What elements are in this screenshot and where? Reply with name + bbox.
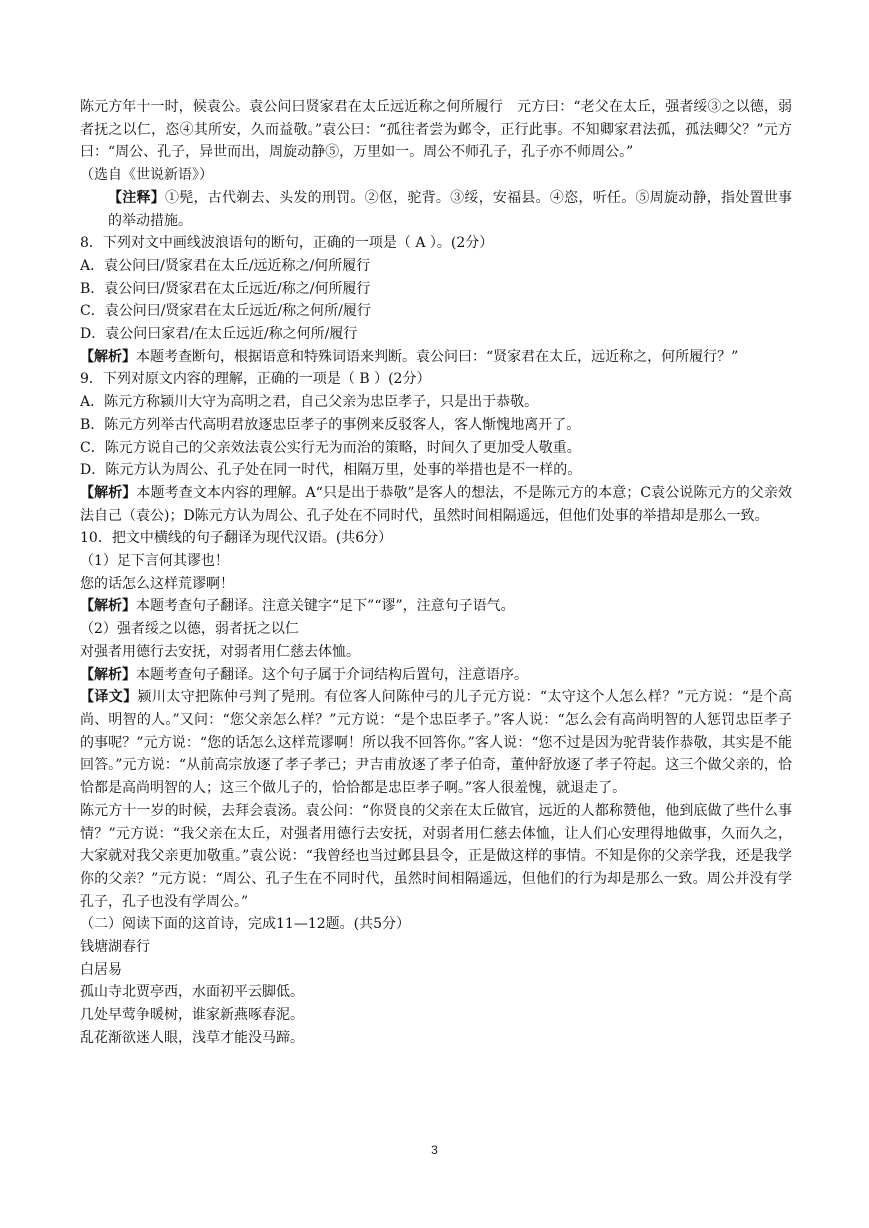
question-8-stem: 8．下列对文中画线波浪语句的断句，正确的一项是（ A ）。(2分） <box>80 235 494 252</box>
analysis-text: 本题考查断句，根据语意和特殊词语来判断。袁公问曰：“贤家君在太丘，远近称之，何所履行？” <box>136 348 739 365</box>
question-8-option-a: A．袁公问曰/贤家君在太丘/远近称之/何所履行 <box>80 257 371 274</box>
poem-line-1: 孤山寺北贾亭西，水面初平云脚低。 <box>80 984 304 1001</box>
question-8-option-b: B．袁公问曰/贤家君在太丘远近/称之/何所履行 <box>80 280 371 297</box>
analysis-label: 【解析】 <box>80 348 136 365</box>
poem-title: 钱塘湖春行 <box>80 939 150 956</box>
classical-passage: 陈元方年十一时，候袁公。袁公问曰贤家君在太丘远近称之何所履行 元方曰：“老父在太丘，强者绥③之以德，弱者抚之以仁，恣④其所安，久而益敬。”袁公曰：“孤往者尝为邺令，正行此事。不知卿家君法孤，孤法卿父？”元方曰：“周公、孔子，异世而出，周旋动静⑤，万里如一。周公不师孔子，孔子亦不师周公。” <box>80 99 792 161</box>
question-10-item-1-prompt: （1）足下言何其谬也！ <box>80 553 229 570</box>
translation-paragraph-2: 陈元方十一岁的时候，去拜会袁汤。袁公问：“你贤良的父亲在太丘做官，远近的人都称赞他，他到底做了些什么事情？”元方说：“我父亲在太丘，对强者用德行去安抚，对弱者用仁慈去体恤，让人们心安理得地做事，久而久之，大家就对我父亲更加敬重。”袁公说：“我曾经也当过邺县县令，正是做这样的事情。不知是你的父亲学我，还是我学你的父亲？”元方说：“周公、孔子生在不同时代，虽然时间相隔遥远，但他们的行为却是那么一致。周公并没有学孔子，孔子也没有学周公。” <box>80 802 792 910</box>
poem-line-3: 乱花渐欲迷人眼，浅草才能没马蹄。 <box>80 1029 304 1046</box>
poem-line-2: 几处早莺争暖树，谁家新燕啄春泥。 <box>80 1007 304 1024</box>
note-label: 【注释】 <box>108 189 166 206</box>
question-10-stem: 10．把文中横线的句子翻译为现代汉语。(共6分） <box>80 530 393 547</box>
analysis-label: 【解析】 <box>80 666 136 683</box>
question-10-item-2-answer: 对强者用德行去安抚，对弱者用仁慈去体恤。 <box>80 643 360 660</box>
question-9-option-c: C．陈元方说自己的父亲效法袁公实行无为而治的策略，时间久了更加受人敬重。 <box>80 439 581 456</box>
question-9-option-d: D．陈元方认为周公、孔子处在同一时代，相隔万里，处事的举措也是不一样的。 <box>80 462 582 479</box>
passage-source: （选自《世说新语》） <box>80 167 213 184</box>
question-9-analysis <box>80 482 792 527</box>
translation-label: 【译文】 <box>80 689 138 706</box>
analysis-label: 【解析】 <box>80 484 137 501</box>
page-content <box>80 96 792 1050</box>
translation-text-1: 颍川太守把陈仲弓判了髡刑。有位客人问陈仲弓的儿子元方说：“太守这个人怎么样？”元方说：“是个高尚、明智的人。”又问：“您父亲怎么样？”元方说：“是个忠臣孝子。”客人说：“怎么会有高尚明智的人惩罚忠臣孝子的事呢？”元方说：“您的话怎么这样荒谬啊！所以我不回答你。”客人说：“您不过是因为驼背装作恭敬，其实是不能回答。”元方说：“从前高宗放逐了孝子孝己；尹吉甫放逐了孝子伯奇，董仲舒放逐了孝子符起。这三个做父亲的，恰恰都是高尚明智的人；这三个做儿子的，恰恰都是忠臣孝子啊。”客人很羞愧，就退走了。 <box>80 689 792 797</box>
question-8-option-d: D．袁公问曰家君/在太丘远近/称之何所/履行 <box>80 326 358 343</box>
question-10-item-2-analysis <box>80 664 792 687</box>
note-text: ①髡，古代剃去、头发的刑罚。②伛，驼背。③绥，安福县。④恣，听任。⑤周旋动静，指处置世事的举动措施。 <box>108 189 793 229</box>
question-8-option-c: C．袁公问曰/贤家君在太丘远近/称之何所/履行 <box>80 303 371 320</box>
question-10-item-1-answer: 您的话怎么这样荒谬啊！ <box>80 575 234 592</box>
analysis-text: 本题考查文本内容的理解。A“只是出于恭敬”是客人的想法，不是陈元方的本意；C袁公说陈元方的父亲效法自己（袁公)；D陈元方认为周公、孔子处在不同时代，虽然时间相隔遥远，但他们处事的举措却是那么一致。 <box>80 484 793 524</box>
analysis-text: 本题考查句子翻译。这个句子属于介词结构后置句，注意语序。 <box>136 666 528 683</box>
question-8-analysis <box>80 346 792 369</box>
question-10-item-2-prompt: （2）强者绥之以德，弱者抚之以仁 <box>80 621 299 638</box>
analysis-text: 本题考查句子翻译。注意关键字“足下”“谬”，注意句子语气。 <box>136 598 515 615</box>
annotation-note <box>80 187 792 232</box>
question-9-option-a: A．陈元方称颍川大守为高明之君，自己父亲为忠臣孝子，只是出于恭敬。 <box>80 394 539 411</box>
section-2-heading: （二）阅读下面的这首诗，完成11—12题。(共5分） <box>80 916 410 933</box>
question-9-option-b: B．陈元方列举古代高明君放逐忠臣孝子的事例来反驳客人，客人惭愧地离开了。 <box>80 416 581 433</box>
translation-paragraph-1 <box>80 686 792 800</box>
analysis-label: 【解析】 <box>80 598 136 615</box>
poem-author: 白居易 <box>80 961 122 978</box>
question-10-item-1-analysis <box>80 595 792 618</box>
page-number: 3 <box>431 1143 438 1157</box>
question-9-stem: 9．下列对原文内容的理解，正确的一项是（ B ）(2分） <box>80 371 431 388</box>
